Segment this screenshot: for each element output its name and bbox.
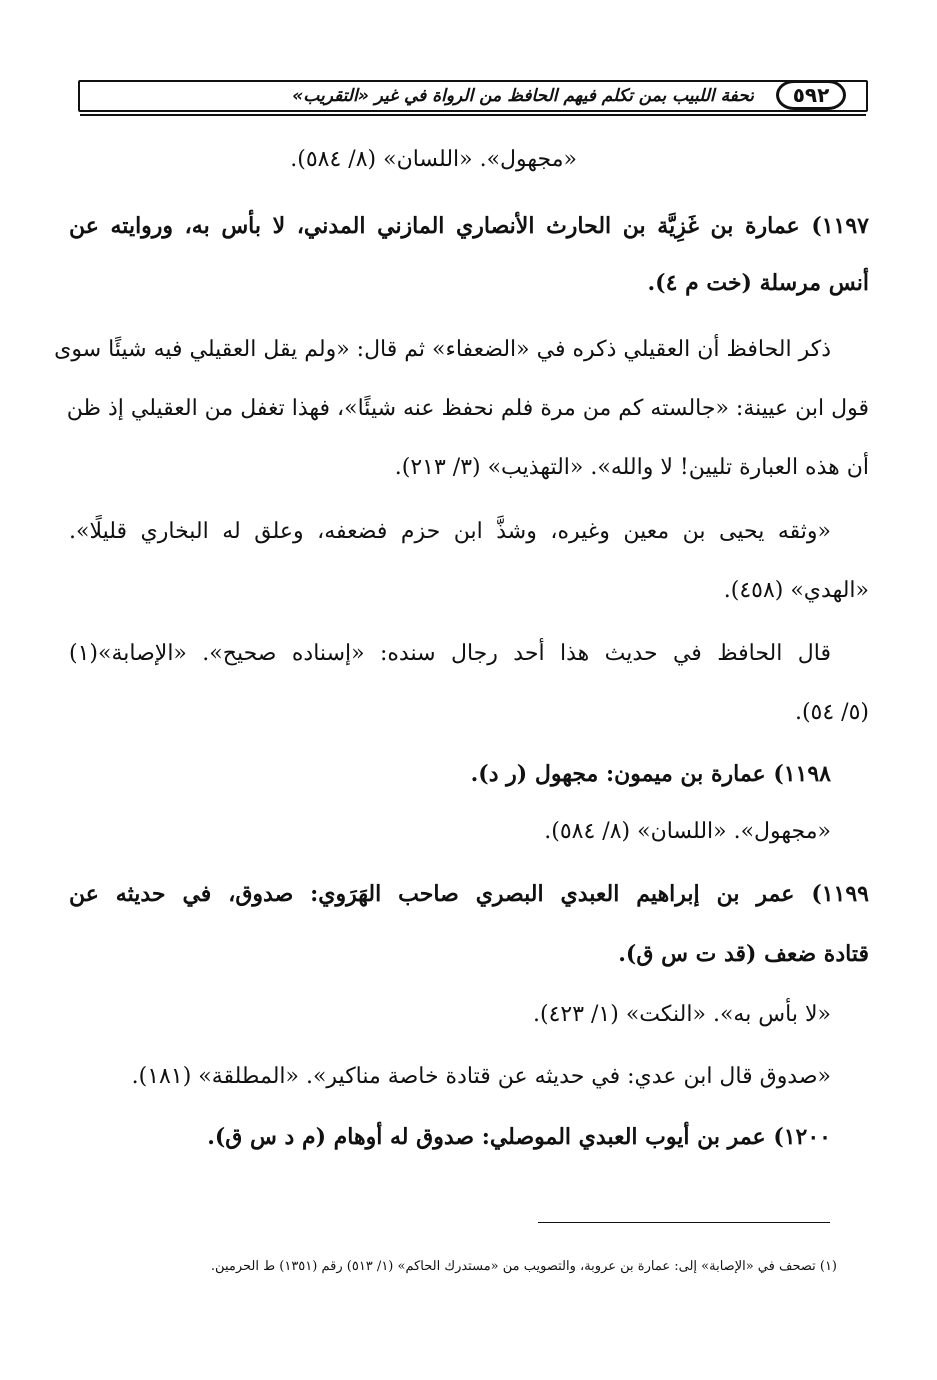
entry-1199-line-1: ١١٩٩) عمر بن إبراهيم العبدي البصري صاحب الهَرَوي: صدوق، في حديثه عن <box>69 881 869 907</box>
text-line: (٥/ ٥٤). <box>794 700 869 725</box>
text-line: «مجهول». «اللسان» (٨/ ٥٨٤). <box>290 147 577 172</box>
text-line: «لا بأس به». «النكت» (١/ ٤٢٣). <box>532 1002 831 1027</box>
footnote: (١) تصحف في «الإصابة» إلى: عمارة بن عروبة، والتصويب من «مستدرك الحاكم» (١/ ٥١٣) رقم (١٣٥١) ط الحرمين. <box>210 1259 837 1274</box>
entry-1199-line-2: قتادة ضعف (قد ت س ق). <box>618 941 869 967</box>
text-line: ذكر الحافظ أن العقيلي ذكره في «الضعفاء» ثم قال: «ولم يقل العقيلي فيه شيئًا سوى <box>54 337 831 362</box>
text-line: «صدوق قال ابن عدي: في حديثه عن قتادة خاصة مناكير». «المطلقة» (١٨١). <box>131 1064 831 1089</box>
footnote-separator <box>538 1222 830 1223</box>
text-line: قال الحافظ في حديث هذا أحد رجال سنده: «إسناده صحيح». «الإصابة»(١) <box>69 641 831 666</box>
text-line: أن هذه العبارة تليين! لا والله». «التهذيب» (٣/ ٢١٣). <box>394 455 869 480</box>
entry-1197-line-1: ١١٩٧) عمارة بن غَزِيَّة بن الحارث الأنصاري المازني المدني، لا بأس به، وروايته عن <box>69 213 869 239</box>
entry-1197-line-2: أنس مرسلة (خت م ٤). <box>647 270 869 296</box>
text-line: «الهدي» (٤٥٨). <box>723 578 869 603</box>
entry-1198: ١١٩٨) عمارة بن ميمون: مجهول (ر د). <box>470 761 831 787</box>
book-title: تحفة اللبيب بمن تكلم فيهم الحافظ من الرواة في غير «التقريب» <box>292 86 754 106</box>
entry-1200: ١٢٠٠) عمر بن أيوب العبدي الموصلي: صدوق له أوهام (م د س ق). <box>207 1124 831 1150</box>
text-line: «وثقه يحيى بن معين وغيره، وشذَّ ابن حزم فضعفه، وعلق له البخاري قليلًا». <box>69 519 831 544</box>
text-line: قول ابن عيينة: «جالسته كم من مرة فلم نحفظ عنه شيئًا»، فهذا تغفل من العقيلي إذ ظن <box>66 396 869 421</box>
running-header <box>78 80 868 112</box>
page-number: ٥٩٢ <box>776 80 846 110</box>
text-line: «مجهول». «اللسان» (٨/ ٥٨٤). <box>544 819 831 844</box>
